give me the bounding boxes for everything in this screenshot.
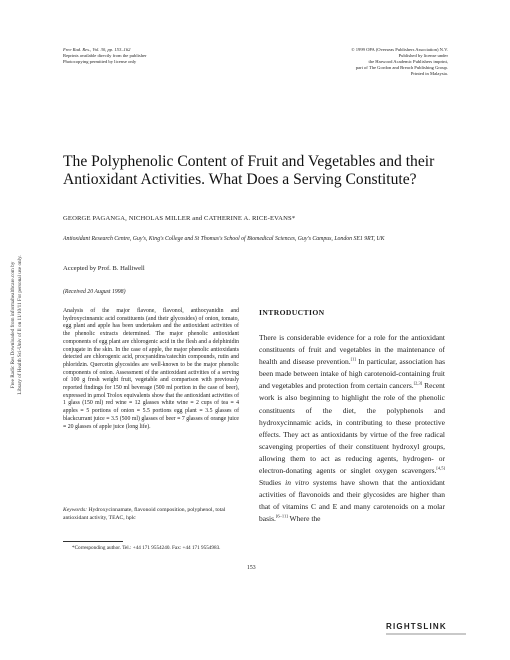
authors: GEORGE PAGANGA, NICHOLAS MILLER and CATHERINE A. RICE-EVANS* — [63, 215, 296, 222]
citation-ref: [2,3] — [413, 380, 423, 386]
copyright-line: © 1999 OPA (Overseas Publishers Association) N.V. — [351, 47, 448, 52]
intro-part-4b: systems have shown that the antioxidant activities of flavonoids and their glycosides are higher than that of vitamins C and E and many carotenoids on a molar basis. — [259, 478, 445, 524]
journal-citation: Free Rad. Res., Vol. 30, pp. 153–162 — [63, 47, 131, 52]
journal-header — [63, 47, 223, 65]
affiliation: Antioxidant Research Centre, Guy's, King's College and St Thomas's School of Biomedical Sciences, Guy's Campus, London SE1 9RT, UK — [63, 236, 385, 242]
logo-underline — [386, 633, 466, 635]
reprint-note: Reprints available directly from the publisher — [63, 53, 147, 58]
rightslink-logo-text: RIGHTSLINK — [386, 622, 447, 631]
intro-part-4a: Studies — [259, 478, 286, 488]
intro-part-1: There is considerable evidence for a role for the antioxidant constituents of fruit and vegetables in the maintenance of health and disease prevention. — [259, 333, 445, 367]
abstract: Analysis of the major flavone, flavonol, anthocyanidin and hydroxycinnamic acid constituents (and their glycosides) of onion, tomato, egg plant and apple has been undertaken and the antioxidant activities of the phenolic extracts determined. The major phenolic antioxidant components of egg plant are chlorogenic acid in the flesh and a delphinidin conjugate in the skin. In the case of apple, the major phenolic antioxidants detected are chlorogenic acid, procyanidins/catechin compounds, rutin and phloridzin. Quercetin glycosides are well-known to be the major phenolic components of onion. Assessment of the antioxidant activities of a serving of 100 g fresh weight fruit, vegetable and comparison with previously reported findings for 150 ml beverage (500 ml portion in the case of beer), expressed in μmol Trolox equivalents show that the antioxidant activities of 1 glass (150 ml) red wine ≡ 12 glasses white wine ≡ 2 cups of tea ≡ 4 apples ≡ 5 portions of onion ≡ 5.5 portions egg plant ≡ 3.5 glasses of blackcurrant juice ≡ 3.5 (500 ml) glasses of beer ≡ 7 glasses of orange juice ≡ 20 glasses of apple juice (long life). — [63, 308, 239, 430]
corresponding-author-footnote: *Corresponding author. Tel.: +44 171 9554240. Fax: +44 171 9554983. — [72, 545, 221, 551]
download-side-note: Free Radic Res Downloaded from informahealthcare.com by Library of Health Sci-Univ of Il on 11/10/11 For personal use only. — [10, 255, 23, 395]
intro-part-5: Where the — [287, 514, 321, 524]
printed-line: Printed in Malaysia. — [410, 71, 448, 76]
group-line: part of The Gordon and Breach Publishing Group. — [355, 65, 448, 70]
introduction-heading: INTRODUCTION — [259, 308, 325, 317]
page-number: 153 — [247, 565, 256, 571]
citation-ref: [4,5] — [436, 465, 445, 471]
keywords — [63, 507, 239, 522]
article-title: The Polyphenolic Content of Fruit and Vegetables and their Antioxidant Activities. What Does a Serving Constitute? — [63, 153, 435, 188]
intro-part-3: Recent work is also beginning to highlight the role of the phenolic constituents of the diet, the polyphenols and hydroxycinnamic acids, in contributing to these protective effects. They act as antioxidants by virtue of the free radical scavenging properties of their constituent hydroxyl groups, allowing them to act as reducing agents, hydrogen- or electron-donating agents or singlet oxygen scavengers. — [259, 381, 445, 476]
imprint-line: the Harwood Academic Publishers imprint, — [368, 59, 448, 64]
keywords-text: Hydroxycinnamate, flavonoid composition, polyphenol, total antioxidant activity, TEAC, hplc — [63, 507, 226, 521]
citation-ref: [6–11] — [275, 513, 288, 519]
citation-ref: [1] — [350, 356, 356, 362]
footnote-rule — [63, 541, 123, 542]
accepted-by: Accepted by Prof. B. Halliwell — [63, 265, 145, 272]
license-line: Published by license under — [398, 53, 448, 58]
received-date: (Received 20 August 1998) — [63, 289, 126, 295]
introduction-text — [259, 332, 445, 526]
publisher-header — [300, 47, 448, 77]
intro-part-2: In particular, association has been made between intake of high carotenoid-containing fruit and vegetables and protection from certain cancers. — [259, 357, 445, 391]
keywords-label: Keywords: — [63, 507, 88, 513]
photocopy-note: Photocopying permitted by license only — [63, 59, 137, 64]
intro-italic: in vitro — [285, 478, 309, 488]
rightslink-logo — [386, 622, 466, 638]
